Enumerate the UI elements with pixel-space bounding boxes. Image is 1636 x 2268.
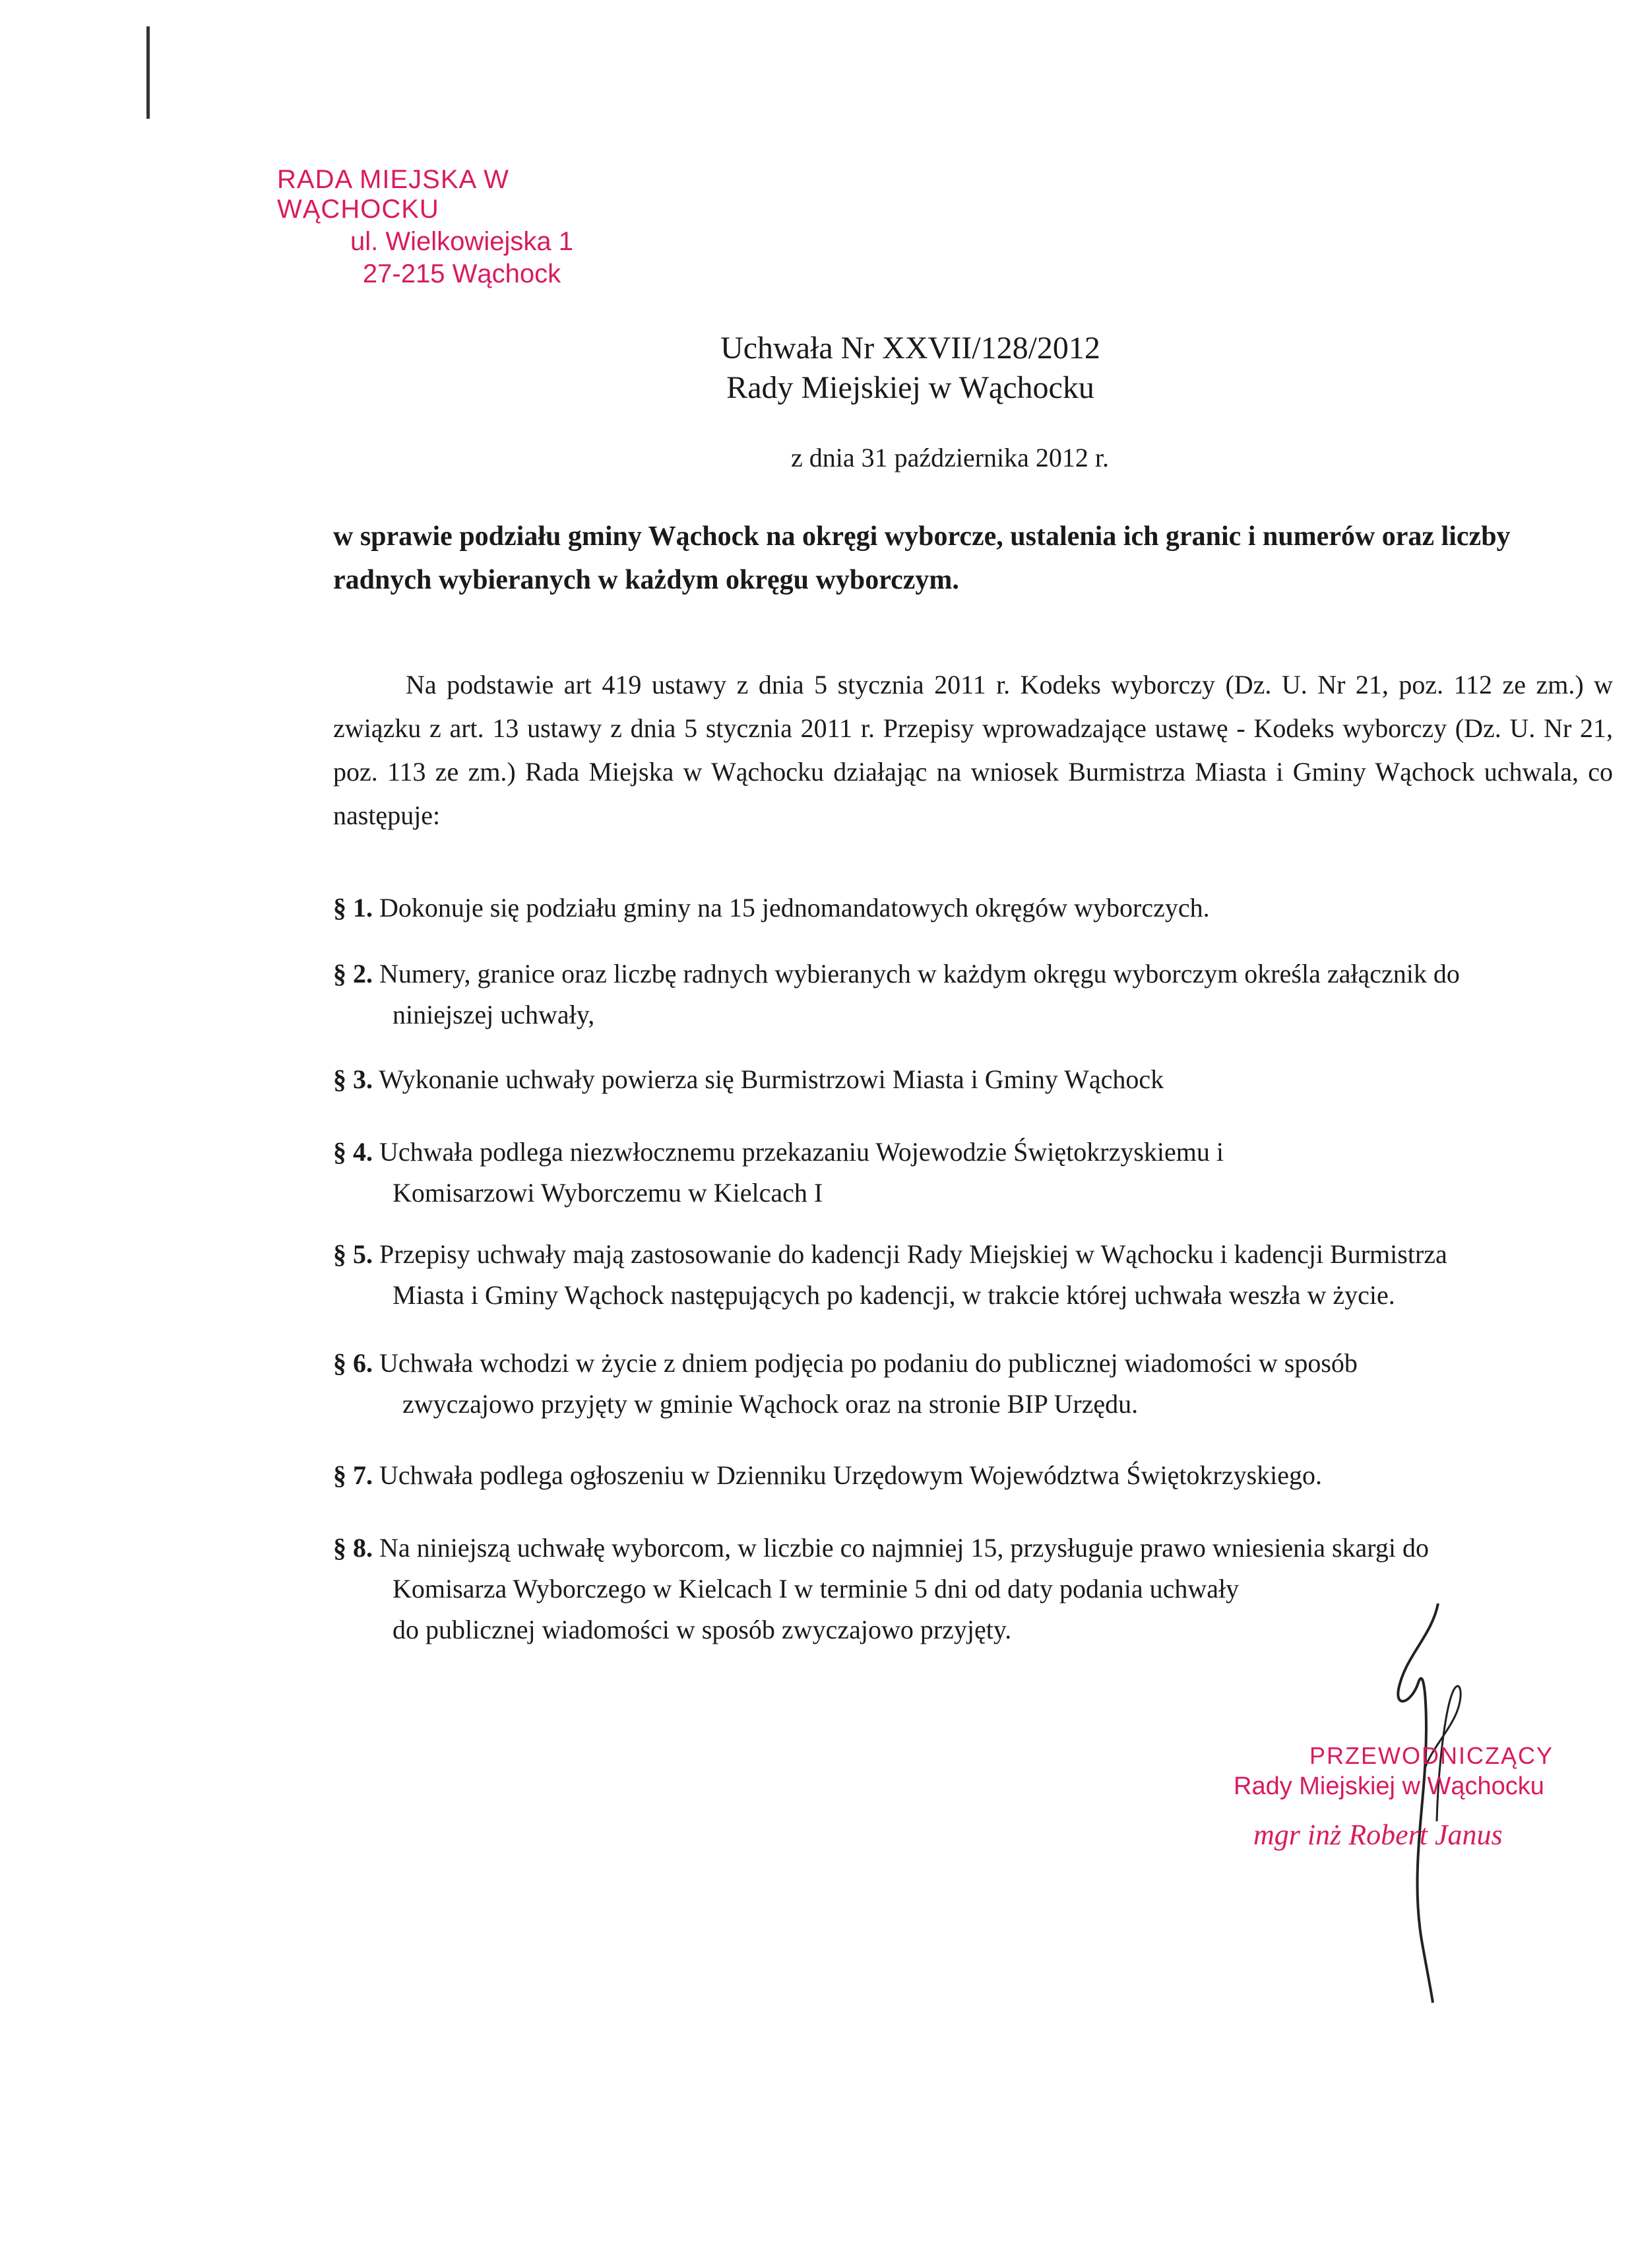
signature-name: mgr inż Robert Janus [1253,1819,1503,1851]
paragraph-text: Dokonuje się podziału gminy na 15 jednomandatowych okręgów wyborczych. [379,893,1210,923]
scan-edge-mark [146,26,150,119]
paragraph-text: Uchwała podlega ogłoszeniu w Dzienniku Urzędowym Województwa Świętokrzyskiego. [379,1460,1323,1490]
paragraph-number: § 6. [333,1348,373,1378]
paragraph-text: Na niniejszą uchwałę wyborcom, w liczbie co najmniej 15, przysługuje prawo wniesienia skargi do [379,1533,1430,1563]
paragraph-number: § 2. [333,959,373,988]
council-address-stamp [277,165,646,289]
legal-basis-paragraph: Na podstawie art 419 ustawy z dnia 5 stycznia 2011 r. Kodeks wyborczy (Dz. U. Nr 21, poz. 112 ze zm.) w związku z art. 13 ustawy z dnia 5 stycznia 2011 r. Przepisy wprowadzające ustawę - Kodeks wyborczy (Dz. U. Nr 21, poz. 113 ze zm.) Rada Miejska w Wąchocku działając na wniosek Burmistrza Miasta i Gminy Wąchock uchwala, co następuje: [333,670,1613,830]
paragraph-continuation: zwyczajowo przyjęty w gminie Wąchock oraz na stronie BIP Urzędu. [402,1389,1139,1419]
paragraph-5 [333,1234,1613,1316]
paragraph-6 [333,1343,1613,1425]
paragraph-number: § 8. [333,1533,373,1563]
paragraph-number: § 1. [333,893,373,923]
stamp-line-2: ul. Wielkowiejska 1 [350,227,573,256]
resolution-title: Uchwała Nr XXVII/128/2012 [720,331,1100,366]
paragraph-text: Wykonanie uchwały powierza się Burmistrzowi Miasta i Gminy Wąchock [379,1064,1164,1094]
paragraph-2 [333,954,1613,1035]
signature-council: Rady Miejskiej w Wąchocku [1234,1772,1544,1800]
paragraph-number: § 7. [333,1460,373,1490]
paragraph-continuation: Miasta i Gminy Wąchock następujących po kadencji, w trakcie której uchwała weszła w życie. [393,1280,1395,1310]
chairman-signature-stamp [1234,1742,1577,1852]
paragraph-continuation: niniejszej uchwały, [393,1000,595,1029]
paragraph-number: § 4. [333,1137,373,1167]
signature-role: PRZEWODNICZĄCY [1309,1742,1554,1769]
paragraph-number: § 5. [333,1239,373,1269]
paragraph-1 [333,888,1613,928]
stamp-line-3: 27-215 Wąchock [362,259,561,288]
resolution-subject: w sprawie podziału gminy Wąchock na okręgi wyborcze, ustalenia ich granic i numerów oraz liczby radnych wybieranych w każdym okręgu wyborczym. [333,521,1511,595]
paragraph-7 [333,1455,1613,1496]
paragraph-text: Przepisy uchwały mają zastosowanie do kadencji Rady Miejskiej w Wąchocku i kadencji Burmistrza [379,1239,1447,1269]
paragraph-text: Uchwała wchodzi w życie z dniem podjęcia po podaniu do publicznej wiadomości w sposób [379,1348,1358,1378]
resolution-date: z dnia 31 października 2012 r. [790,443,1110,472]
stamp-line-1: RADA MIEJSKA W WĄCHOCKU [277,165,509,224]
paragraph-number: § 3. [333,1064,373,1094]
paragraph-4 [333,1132,1613,1214]
resolution-body: Rady Miejskiej w Wąchocku [726,370,1094,405]
paragraph-continuation: Komisarza Wyborczego w Kielcach I w terminie 5 dni od daty podania uchwały do publicznej wiadomości w sposób zwyczajowo przyjęty. [393,1574,1240,1644]
paragraph-text: Numery, granice oraz liczbę radnych wybieranych w każdym okręgu wyborczym określa załącznik do [379,959,1460,988]
paragraph-3 [333,1059,1613,1100]
paragraph-text: Uchwała podlega niezwłocznemu przekazaniu Wojewodzie Świętokrzyskiemu i [379,1137,1224,1167]
paragraph-continuation: Komisarzowi Wyborczemu w Kielcach I [393,1178,823,1208]
